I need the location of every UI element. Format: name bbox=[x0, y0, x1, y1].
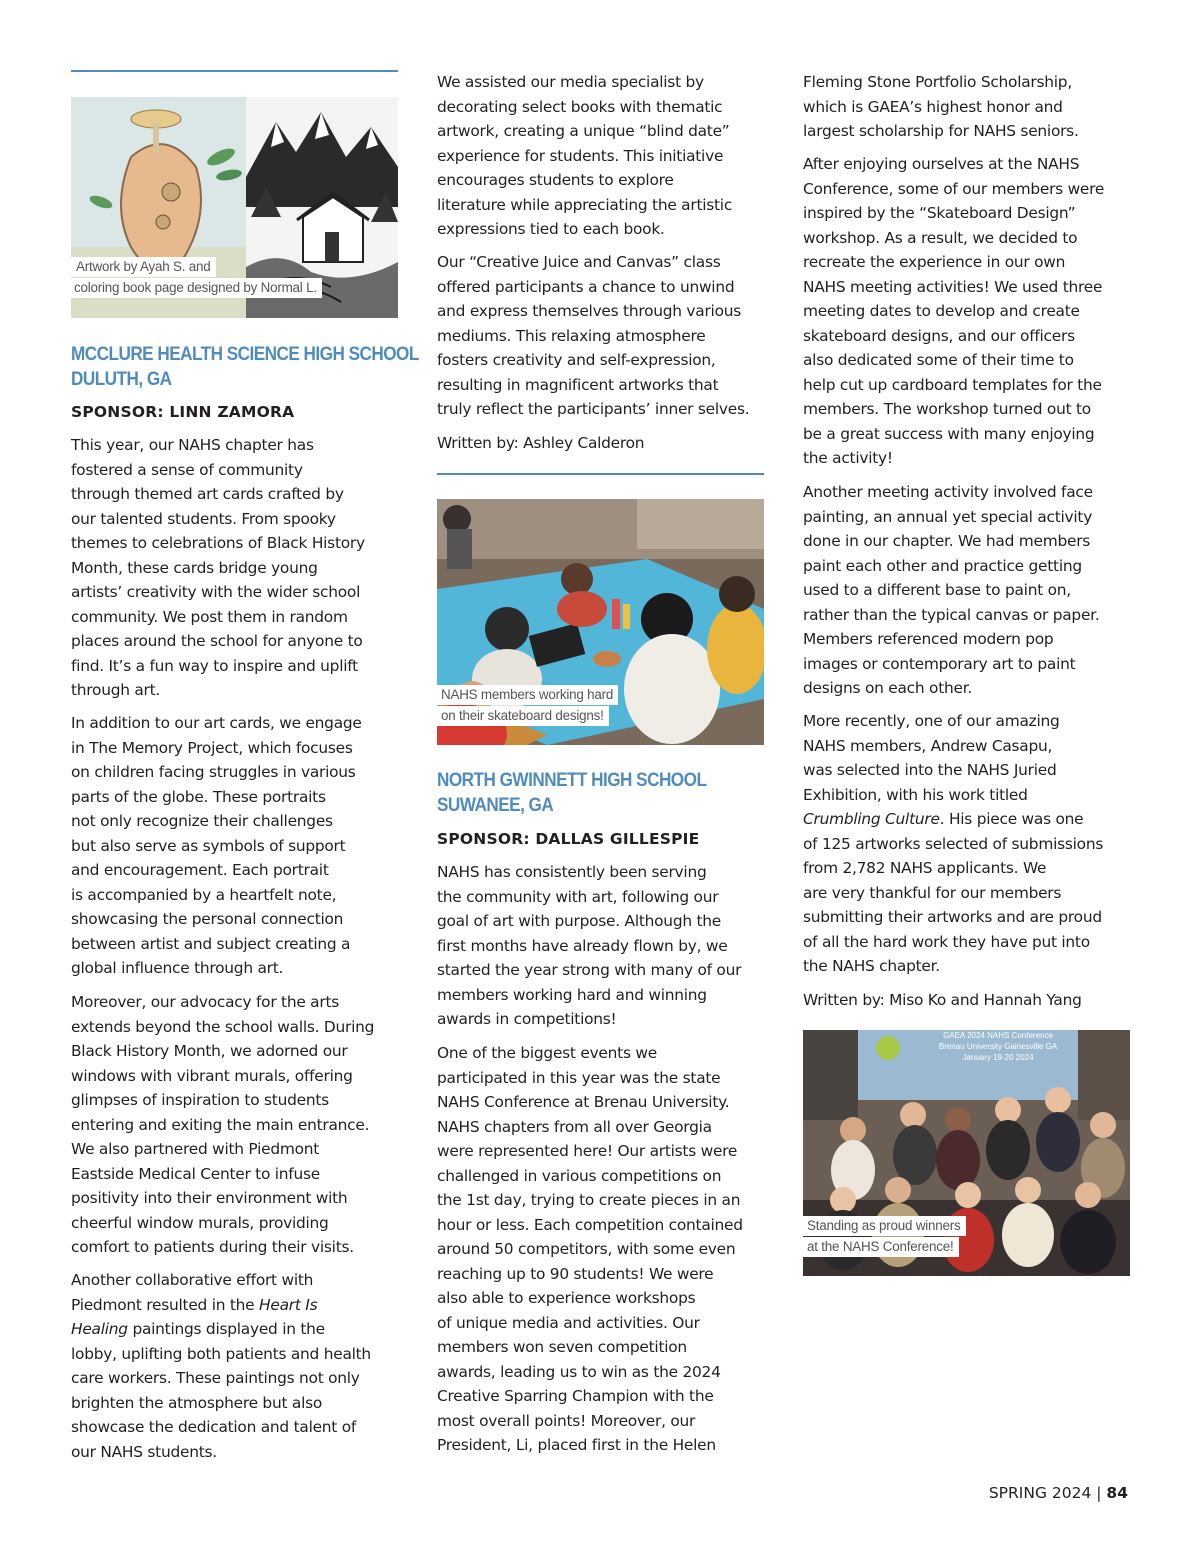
text-line: help cut up cardboard templates for the bbox=[803, 375, 1102, 394]
text-line: encourages students to explore bbox=[437, 171, 674, 189]
text-line: Black History Month, we adorned our bbox=[71, 1042, 348, 1060]
text-line: comfort to patients during their visits. bbox=[71, 1238, 354, 1256]
text-line: Exhibition, with his work titled bbox=[803, 785, 1028, 804]
text-line: of all the hard work they have put into bbox=[803, 932, 1090, 951]
text-line: windows with vibrant murals, offering bbox=[71, 1066, 353, 1085]
text-line: experience for students. This initiative bbox=[437, 146, 724, 165]
school-name: MCCLURE HEALTH SCIENCE HIGH SCHOOL bbox=[71, 343, 419, 365]
school-name: NORTH GWINNETT HIGH SCHOOL bbox=[437, 769, 707, 791]
text-line: used to a different base to paint on, bbox=[803, 581, 1071, 599]
text-line: started the year strong with many of our bbox=[437, 961, 742, 979]
text-line: rather than the typical canvas or paper. bbox=[803, 605, 1100, 624]
issue-label: SPRING 2024 | bbox=[988, 1484, 1107, 1502]
school-heading bbox=[71, 342, 419, 392]
photo-caption-line: on their skateboard designs! bbox=[437, 706, 609, 726]
text-line: One of the biggest events we bbox=[437, 1044, 657, 1062]
paragraph bbox=[803, 70, 1079, 144]
italic-title: Healing bbox=[71, 1320, 128, 1338]
text-line: Another meeting activity involved face bbox=[803, 483, 1093, 501]
paragraph bbox=[71, 990, 374, 1260]
text-line: Moreover, our advocacy for the arts bbox=[71, 993, 339, 1011]
text-line: glimpses of inspiration to students bbox=[71, 1091, 329, 1109]
text-line: parts of the globe. These portraits bbox=[71, 787, 326, 806]
text-line: which is GAEA’s highest honor and bbox=[803, 97, 1063, 116]
text-line: members. The workshop turned out to bbox=[803, 400, 1091, 418]
photo-caption-line: at the NAHS Conference! bbox=[803, 1237, 959, 1257]
section-divider bbox=[71, 70, 398, 72]
text-line: goal of art with purpose. Although the bbox=[437, 912, 721, 930]
text-line: challenged in various competitions on bbox=[437, 1166, 722, 1185]
paragraph bbox=[803, 709, 1103, 979]
text-line: most overall points! Moreover, our bbox=[437, 1411, 696, 1430]
text-line: truly reflect the participants’ inner selves. bbox=[437, 400, 750, 418]
text-line: first months have already flown by, we bbox=[437, 936, 728, 955]
text-line: are very thankful for our members bbox=[803, 883, 1062, 902]
byline bbox=[803, 988, 1082, 1013]
text-line: our talented students. From spooky bbox=[71, 509, 336, 528]
paragraph bbox=[71, 1268, 371, 1464]
text-line: NAHS Conference at Brenau University. bbox=[437, 1093, 730, 1111]
sponsor-label: SPONSOR: LINN ZAMORA bbox=[71, 403, 295, 421]
text-line: but also serve as symbols of support bbox=[71, 836, 346, 855]
text-line: inspired by the “Skateboard Design” bbox=[803, 204, 1076, 222]
text-line: done in our chapter. We had members bbox=[803, 532, 1091, 550]
text-line: In addition to our art cards, we engage bbox=[71, 714, 362, 732]
sponsor-label: SPONSOR: DALLAS GILLESPIE bbox=[437, 830, 700, 848]
text-line: members won seven competition bbox=[437, 1338, 687, 1356]
text-line: NAHS chapters from all over Georgia bbox=[437, 1117, 712, 1136]
text-line: cheerful window murals, providing bbox=[71, 1213, 329, 1232]
photo-caption-line: Artwork by Ayah S. and bbox=[71, 257, 216, 277]
text-line: mediums. This relaxing atmosphere bbox=[437, 326, 706, 345]
paragraph bbox=[437, 250, 749, 422]
paragraph bbox=[437, 1041, 743, 1458]
text-line: workshop. As a result, we decided to bbox=[803, 228, 1078, 247]
text-line: paint each other and practice getting bbox=[803, 556, 1082, 575]
text-line: also dedicated some of their time to bbox=[803, 351, 1074, 369]
italic-title: Heart Is bbox=[259, 1295, 318, 1314]
paragraph bbox=[71, 711, 362, 981]
text-line: Creative Sparring Champion with the bbox=[437, 1387, 714, 1405]
text-line: Conference, some of our members were bbox=[803, 179, 1105, 198]
text-line: recreate the experience in our own bbox=[803, 253, 1066, 271]
text-line: on children facing struggles in various bbox=[71, 763, 356, 781]
text-line: NAHS has consistently been serving bbox=[437, 863, 707, 881]
text-line: care workers. These paintings not only bbox=[71, 1369, 360, 1387]
text-line: global influence through art. bbox=[71, 959, 284, 977]
text-line: through themed art cards crafted by bbox=[71, 485, 344, 503]
text-line: positivity into their environment with bbox=[71, 1189, 348, 1207]
text-line: was selected into the NAHS Juried bbox=[803, 761, 1057, 779]
text-line: extends beyond the school walls. During bbox=[71, 1017, 375, 1036]
text-line: of unique media and activities. Our bbox=[437, 1313, 700, 1332]
page-footer bbox=[989, 1484, 1128, 1502]
text-line: artwork, creating a unique “blind date” bbox=[437, 122, 730, 140]
text-line: is accompanied by a heartfelt note, bbox=[71, 885, 337, 904]
conference-group-photo bbox=[803, 1030, 1130, 1276]
text-line: our NAHS students. bbox=[71, 1442, 217, 1461]
text-line: Month, these cards bridge young bbox=[71, 558, 318, 577]
text-line: brighten the atmosphere but also bbox=[71, 1393, 323, 1412]
text-line: designs on each other. bbox=[803, 679, 973, 697]
text-line: themes to celebrations of Black History bbox=[71, 534, 365, 552]
text-line: the community with art, following our bbox=[437, 887, 719, 906]
text-line: expressions tied to each book. bbox=[437, 220, 665, 238]
italic-title: Crumbling Culture bbox=[803, 810, 940, 828]
text-line: meeting dates to develop and create bbox=[803, 302, 1080, 320]
text-line: resulting in magnificent artworks that bbox=[437, 375, 719, 394]
paragraph bbox=[71, 433, 365, 703]
photo-caption-line: Standing as proud winners bbox=[803, 1216, 966, 1236]
text-line: also able to experience workshops bbox=[437, 1289, 696, 1307]
text-line: the activity! bbox=[803, 449, 893, 467]
text-line: Written by: Miso Ko and Hannah Yang bbox=[803, 991, 1082, 1009]
text-line: We assisted our media specialist by bbox=[437, 73, 704, 91]
text-line: not only recognize their challenges bbox=[71, 812, 333, 830]
text-line: submitting their artworks and are proud bbox=[803, 908, 1102, 926]
text-line: This year, our NAHS chapter has bbox=[71, 436, 314, 454]
text-line: be a great success with many enjoying bbox=[803, 424, 1095, 443]
text-line: artists’ creativity with the wider school bbox=[71, 583, 361, 601]
paragraph bbox=[803, 152, 1104, 471]
text-line: Our “Creative Juice and Canvas” class bbox=[437, 253, 721, 271]
conference-banner: GAEA 2024 NAHS Conference Brenau University Gainesville GA January 19-20 2024 bbox=[938, 1031, 1058, 1062]
text-line: More recently, one of our amazing bbox=[803, 712, 1060, 730]
text-line: President, Li, placed first in the Helen bbox=[437, 1436, 716, 1454]
text-line: Eastside Medical Center to infuse bbox=[71, 1164, 320, 1183]
paragraph bbox=[437, 860, 741, 1032]
text-line: skateboard designs, and our officers bbox=[803, 326, 1075, 345]
text-line: were represented here! Our artists were bbox=[437, 1142, 738, 1160]
photo-caption-line: coloring book page designed by Normal L. bbox=[71, 278, 322, 298]
text-line: community. We post them in random bbox=[71, 607, 348, 626]
text-line: fostered a sense of community bbox=[71, 460, 303, 479]
text-line: and encouragement. Each portrait bbox=[71, 861, 329, 879]
text-line: After enjoying ourselves at the NAHS bbox=[803, 155, 1080, 173]
text-line: of 125 artworks selected of submissions bbox=[803, 834, 1104, 853]
text-line: the NAHS chapter. bbox=[803, 957, 940, 975]
text-line: awards in competitions! bbox=[437, 1010, 617, 1028]
school-location: DULUTH, GA bbox=[71, 368, 172, 390]
text-line: entering and exiting the main entrance. bbox=[71, 1115, 370, 1134]
text-line: Piedmont resulted in the Heart Is bbox=[71, 1295, 318, 1314]
text-line: members working hard and winning bbox=[437, 985, 707, 1004]
paragraph bbox=[803, 480, 1099, 701]
text-line: showcasing the personal connection bbox=[71, 910, 344, 928]
text-line: between artist and subject creating a bbox=[71, 934, 351, 953]
text-line: images or contemporary art to paint bbox=[803, 654, 1076, 673]
text-line: showcase the dedication and talent of bbox=[71, 1418, 357, 1436]
text-line: find. It’s a fun way to inspire and uplift bbox=[71, 656, 358, 675]
text-line: reaching up to 90 students! We were bbox=[437, 1264, 714, 1283]
section-divider bbox=[437, 473, 764, 475]
text-line: through art. bbox=[71, 681, 161, 699]
text-line: the 1st day, trying to create pieces in an bbox=[437, 1191, 741, 1209]
text-line: offered participants a chance to unwind bbox=[437, 277, 735, 296]
text-line: NAHS meeting activities! We used three bbox=[803, 277, 1103, 296]
text-line: in The Memory Project, which focuses bbox=[71, 738, 353, 757]
text-line: painting, an annual yet special activity bbox=[803, 507, 1093, 526]
text-line: Fleming Stone Portfolio Scholarship, bbox=[803, 73, 1072, 91]
paragraph bbox=[437, 70, 732, 242]
text-line: NAHS members, Andrew Casapu, bbox=[803, 736, 1053, 755]
skateboard-workshop-photo bbox=[437, 499, 764, 745]
byline bbox=[437, 431, 644, 456]
text-line: Written by: Ashley Calderon bbox=[437, 434, 645, 452]
text-line: literature while appreciating the artistic bbox=[437, 195, 733, 214]
text-line: largest scholarship for NAHS seniors. bbox=[803, 122, 1079, 140]
text-line: lobby, uplifting both patients and health bbox=[71, 1344, 371, 1363]
text-line: decorating select books with thematic bbox=[437, 97, 723, 116]
text-line: places around the school for anyone to bbox=[71, 632, 363, 650]
text-line: participated in this year was the state bbox=[437, 1068, 721, 1087]
page-number: 84 bbox=[1106, 1484, 1128, 1502]
text-line: Another collaborative effort with bbox=[71, 1271, 314, 1289]
text-line: hour or less. Each competition contained bbox=[437, 1215, 743, 1234]
text-line: around 50 competitors, with some even bbox=[437, 1240, 736, 1258]
text-line: fosters creativity and self-expression, bbox=[437, 351, 716, 369]
text-line: from 2,782 NAHS applicants. We bbox=[803, 859, 1047, 877]
text-line: awards, leading us to win as the 2024 bbox=[437, 1362, 721, 1381]
artwork-photo bbox=[71, 97, 398, 318]
text-line: and express themselves through various bbox=[437, 302, 742, 320]
text-line: Healing paintings displayed in the bbox=[71, 1320, 325, 1338]
text-line: Members referenced modern pop bbox=[803, 630, 1054, 648]
photo-caption-line: NAHS members working hard bbox=[437, 685, 618, 705]
text-line: Crumbling Culture. His piece was one bbox=[803, 810, 1084, 828]
school-location: SUWANEE, GA bbox=[437, 794, 554, 816]
school-heading bbox=[437, 768, 706, 818]
text-line: We also partnered with Piedmont bbox=[71, 1140, 320, 1158]
